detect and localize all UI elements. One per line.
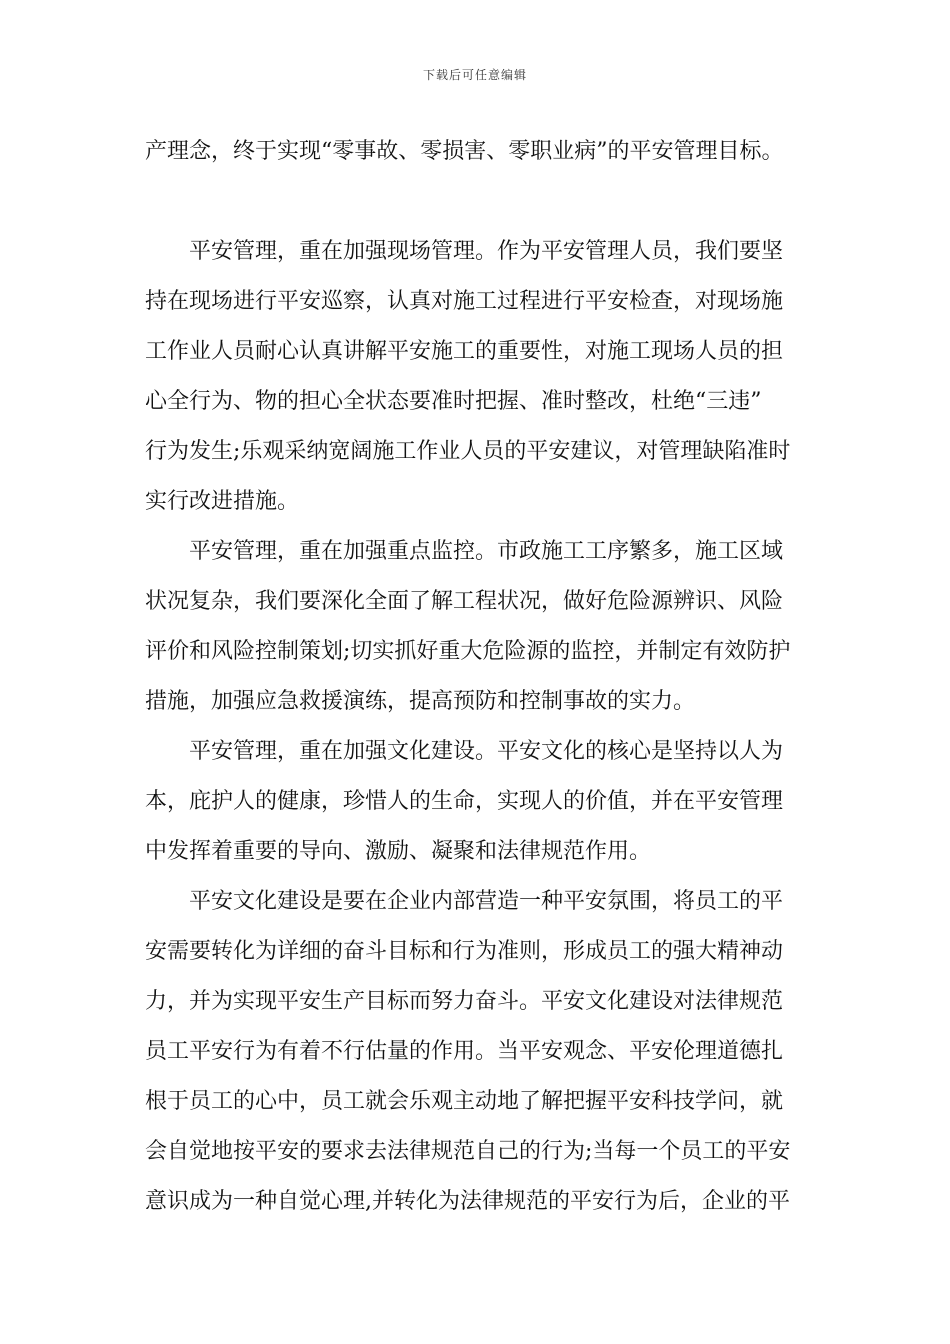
text-line: 持在现场进行平安巡察，认真对施工过程进行平安检查，对现场施 bbox=[145, 289, 784, 314]
paragraph bbox=[145, 127, 805, 177]
text-line: 会自觉地按平安的要求去法律规范自己的行为;当每一个员工的平安 bbox=[145, 1139, 791, 1164]
paragraph bbox=[145, 727, 805, 877]
text-line: 力，并为实现平安生产目标而努力奋斗。平安文化建设对法律规范 bbox=[145, 989, 784, 1014]
text-line: 平安管理，重在加强现场管理。作为平安管理人员，我们要坚 bbox=[189, 239, 784, 264]
paragraph-gap bbox=[145, 177, 805, 227]
text-line: 措施，加强应急救援演练，提高预防和控制事故的实力。 bbox=[145, 689, 696, 714]
text-line: 实行改进措施。 bbox=[145, 489, 300, 514]
text-line: 中发挥着重要的导向、激励、凝聚和法律规范作用。 bbox=[145, 839, 652, 864]
text-line: 本，庇护人的健康，珍惜人的生命，实现人的价值，并在平安管理 bbox=[145, 789, 784, 814]
document-body bbox=[145, 127, 805, 1227]
text-line: 行为发生;乐观采纳宽阔施工作业人员的平安建议，对管理缺陷准时 bbox=[145, 439, 791, 464]
text-line: 意识成为一种自觉心理,并转化为法律规范的平安行为后，企业的平 bbox=[145, 1189, 790, 1214]
text-line: 员工平安行为有着不行估量的作用。当平安观念、平安伦理道德扎 bbox=[145, 1039, 784, 1064]
text-line: 安需要转化为详细的奋斗目标和行为准则，形成员工的强大精神动 bbox=[145, 939, 784, 964]
text-line: 根于员工的心中，员工就会乐观主动地了解把握平安科技学问，就 bbox=[145, 1089, 784, 1114]
text-line: 平安管理，重在加强文化建设。平安文化的核心是坚持以人为 bbox=[189, 739, 784, 764]
paragraph bbox=[145, 527, 805, 727]
text-line: 心全行为、物的担心全状态要准时把握、准时整改，杜绝“三违” bbox=[145, 389, 762, 414]
text-line: 状况复杂，我们要深化全面了解工程状况，做好危险源辨识、风险 bbox=[145, 589, 784, 614]
text-line: 工作业人员耐心认真讲解平安施工的重要性，对施工现场人员的担 bbox=[145, 339, 784, 364]
text-line: 平安管理，重在加强重点监控。市政施工工序繁多，施工区域 bbox=[189, 539, 784, 564]
paragraph bbox=[145, 227, 805, 527]
text-line: 评价和风险控制策划;切实抓好重大危险源的监控，并制定有效防护 bbox=[145, 639, 791, 664]
paragraph bbox=[145, 877, 805, 1227]
text-line: 产理念，终于实现“零事故、零损害、零职业病”的平安管理目标。 bbox=[145, 139, 784, 164]
page-header: 下载后可任意编辑 bbox=[422, 68, 527, 82]
text-line: 平安文化建设是要在企业内部营造一种平安氛围，将员工的平 bbox=[189, 889, 784, 914]
